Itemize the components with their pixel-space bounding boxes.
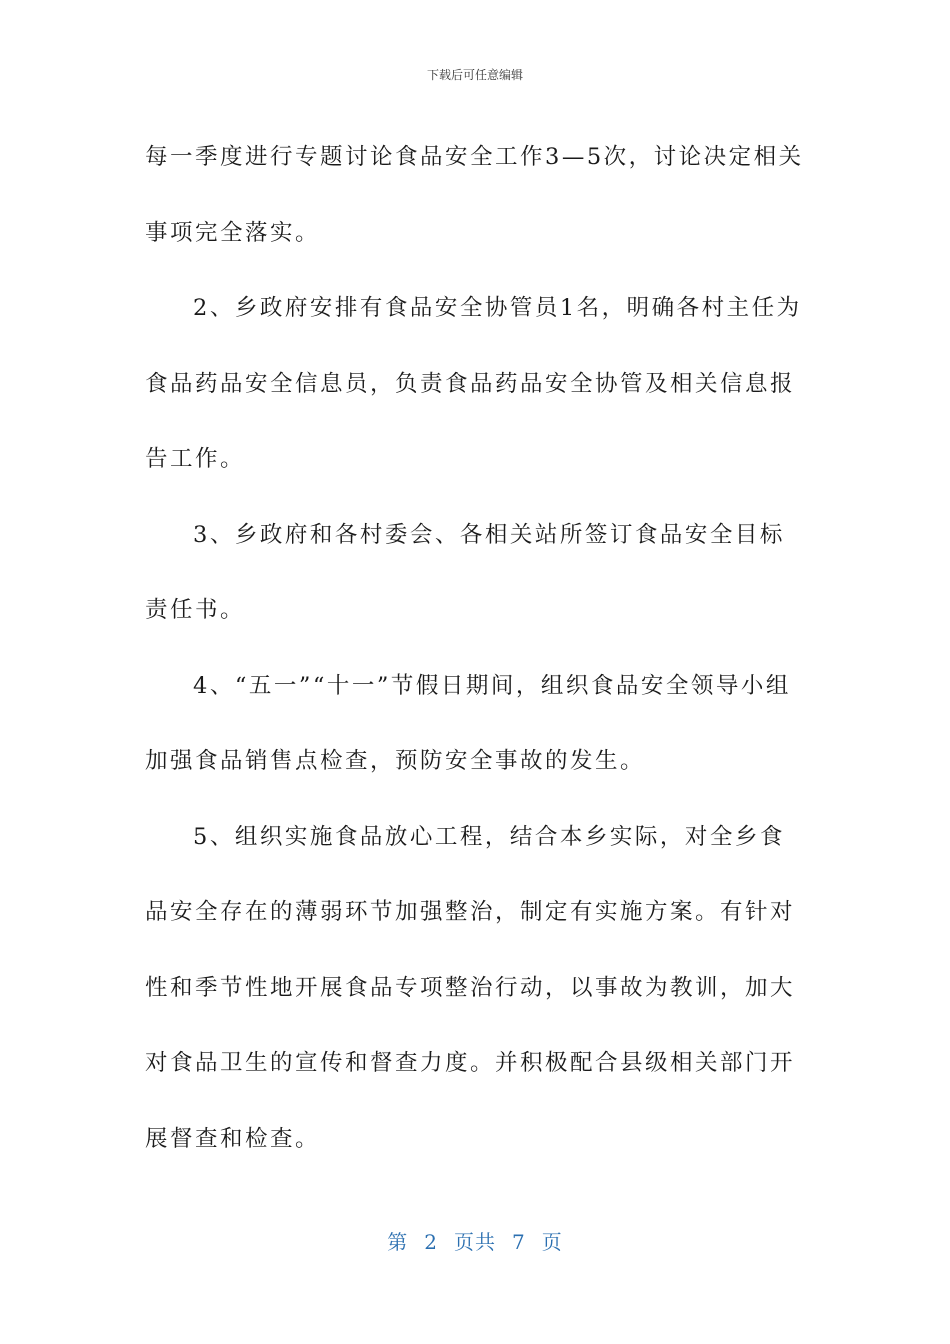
paragraph-2: 2、乡政府安排有食品安全协管员1名，明确各村主任为食品药品安全信息员，负责食品药品安全协管及相关信息报告工作。 [145,295,802,472]
paragraph-1: 每一季度进行专题讨论食品安全工作3—5次，讨论决定相关事项完全落实。 [145,144,804,246]
footer-page-mid: 页共 [454,1230,496,1254]
footer-total-pages: 7 [512,1230,526,1254]
footer-page-suffix: 页 [541,1230,563,1254]
paragraph-4: 4、“五一”“十一”节假日期间，组织食品安全领导小组加强食品销售点检查，预防安全事故的发生。 [145,672,791,774]
footer-page-prefix: 第 [387,1230,409,1254]
footer-current-page: 2 [424,1230,438,1254]
page-footer [0,1226,950,1255]
page-header-note: 下载后可任意编辑 [426,68,523,82]
paragraph-5: 5、组织实施食品放心工程，结合本乡实际，对全乡食品安全存在的薄弱环节加强整治，制定有实施方案。有针对性和季节性地开展食品专项整治行动，以事故为教训，加大对食品卫生的宣传和督查力度。并积极配合县级相关部门开展督查和检查。 [145,823,796,1152]
paragraph-3: 3、乡政府和各村委会、各相关站所签订食品安全目标责任书。 [145,521,785,623]
document-body [145,120,805,1177]
